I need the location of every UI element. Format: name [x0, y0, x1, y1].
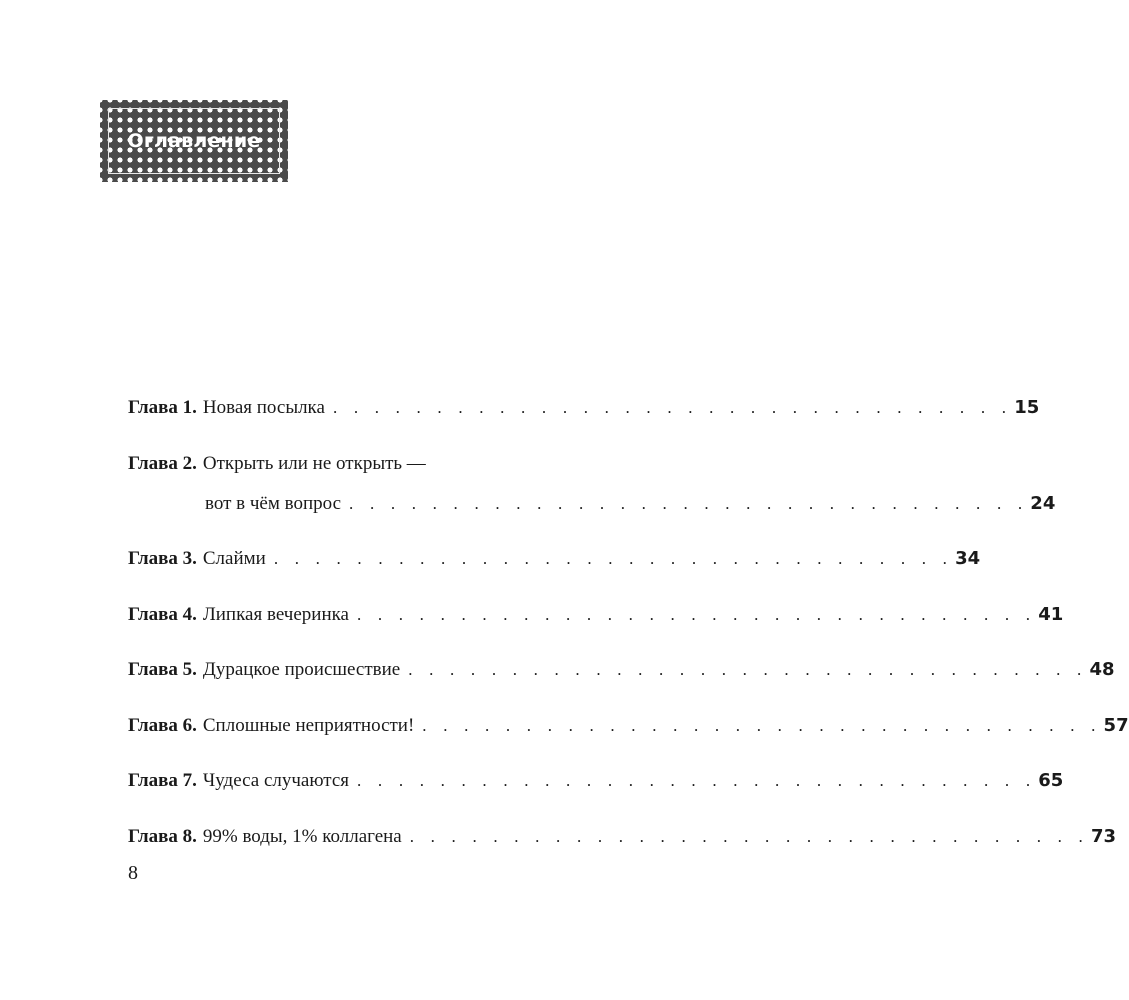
toc-chapter-title-continued: вот в чём вопрос — [205, 492, 342, 514]
toc-page-number: 24 — [1030, 492, 1056, 514]
toc-page-number: 34 — [955, 548, 981, 569]
toc-chapter-number: Глава 2. — [128, 452, 197, 474]
toc-chapter-number: Глава 7. — [128, 770, 197, 791]
toc-chapter-title: 99% воды, 1% коллагена — [202, 825, 402, 847]
toc-chapter-number: Глава 6. — [128, 714, 197, 736]
toc-leader-dots: . . . . . . . . . . . . . . . . . . . . . . . . . . . . . . . . . — [273, 549, 954, 568]
toc-entry — [128, 761, 1064, 801]
toc-chapter-title: Дурацкое происшествие — [202, 659, 401, 680]
toc-leader-dots: . . . . . . . . . . . . . . . . . . . . . . . . . . . . . . . . . — [408, 660, 1088, 679]
toc-chapter-title: Открыть или не открыть — — [202, 452, 426, 474]
toc-page-number: 41 — [1038, 603, 1064, 625]
toc-page-number: 73 — [1091, 825, 1117, 847]
toc-entry — [128, 817, 1117, 857]
toc-page-number: 48 — [1089, 659, 1115, 680]
toc-page-number: 65 — [1038, 770, 1064, 791]
toc-page-number: 57 — [1103, 714, 1129, 736]
toc-entry — [128, 539, 981, 579]
page-title: Оглавление — [127, 130, 261, 152]
toc-chapter-title: Слайми — [202, 548, 266, 569]
toc-leader-dots: . . . . . . . . . . . . . . . . . . . . . . . . . . . . . . . . . — [357, 771, 1037, 790]
toc-leader-dots: . . . . . . . . . . . . . . . . . . . . . . . . . . . . . . . . . — [349, 493, 1029, 513]
toc-entry — [128, 706, 1129, 746]
toc-leader-dots: . . . . . . . . . . . . . . . . . . . . . . . . . . . . . . . . . — [422, 715, 1102, 735]
toc-chapter-number: Глава 5. — [128, 659, 197, 680]
table-of-contents — [128, 388, 1129, 872]
toc-entry — [128, 595, 1064, 635]
toc-leader-dots: . . . . . . . . . . . . . . . . . . . . . . . . . . . . . . . . . — [409, 826, 1089, 846]
toc-chapter-title: Новая посылка — [202, 397, 325, 418]
toc-chapter-title: Чудеса случаются — [202, 770, 350, 791]
page-number: 8 — [128, 862, 138, 884]
toc-chapter-number: Глава 8. — [128, 825, 197, 847]
toc-entry — [128, 388, 1040, 428]
toc-leader-dots: . . . . . . . . . . . . . . . . . . . . . . . . . . . . . . . . . — [356, 604, 1037, 624]
toc-chapter-number: Глава 4. — [128, 603, 197, 625]
toc-entry — [128, 650, 1115, 690]
toc-leader-dots: . . . . . . . . . . . . . . . . . . . . . . . . . . . . . . . . . — [332, 398, 1013, 417]
toc-chapter-number: Глава 3. — [128, 548, 197, 569]
toc-entry — [128, 444, 1056, 524]
toc-page-number: 15 — [1014, 397, 1040, 418]
heading-stamp-frame — [108, 108, 280, 174]
toc-chapter-title: Липкая вечеринка — [202, 603, 349, 625]
toc-chapter-title: Сплошные неприятности! — [202, 714, 415, 736]
toc-chapter-number: Глава 1. — [128, 397, 197, 418]
